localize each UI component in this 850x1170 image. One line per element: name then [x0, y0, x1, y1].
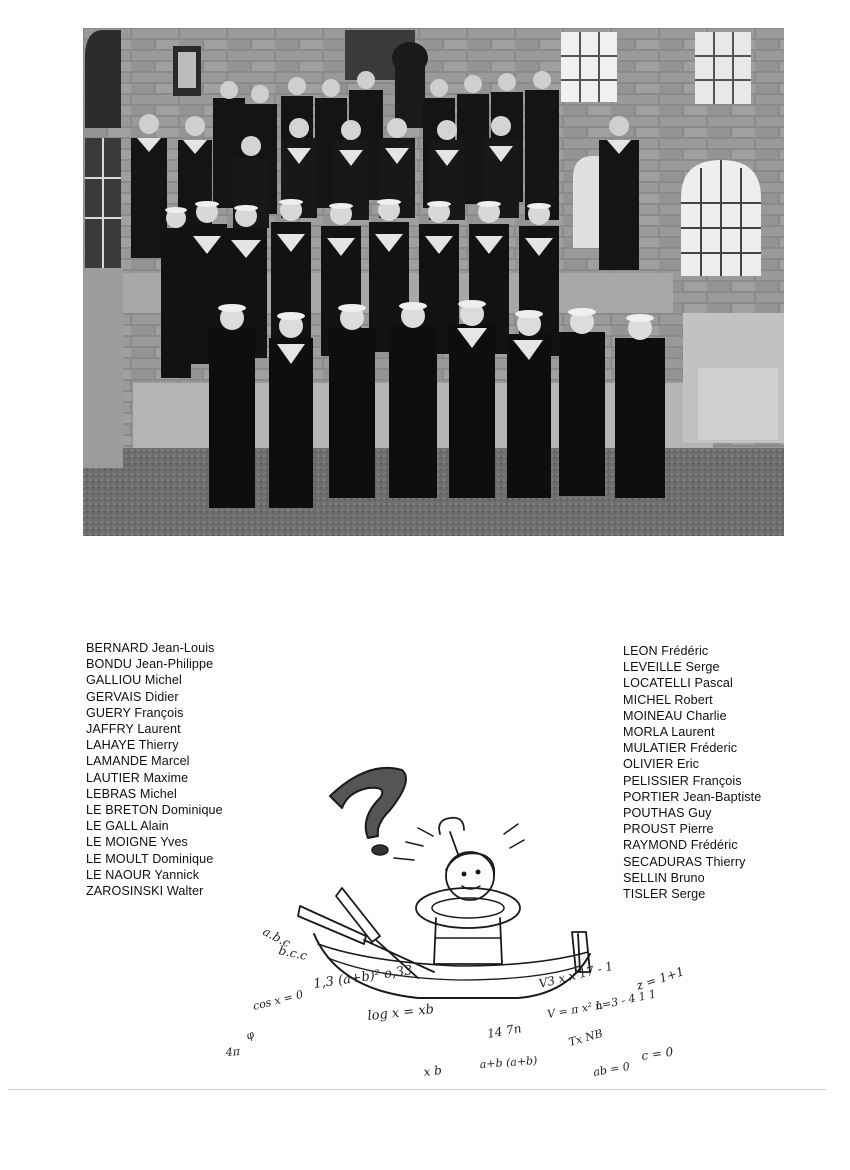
- name-entry: MULATIER Fréderic: [623, 741, 738, 756]
- svg-text:b.c.c: b.c.c: [277, 943, 309, 963]
- svg-text:4π: 4π: [225, 1045, 241, 1059]
- name-entry: LE MOIGNE Yves: [86, 835, 188, 850]
- name-entry: LOCATELLI Pascal: [623, 676, 733, 691]
- name-entry: SECADURAS Thierry: [623, 854, 746, 869]
- name-entry: POUTHAS Guy: [623, 806, 712, 821]
- name-entry: LAUTIER Maxime: [86, 770, 189, 785]
- name-entry: ZAROSINSKI Walter: [86, 884, 204, 899]
- name-entry: LE MOULT Dominique: [86, 851, 214, 866]
- formula-text: a+b (a+b): [479, 1053, 538, 1071]
- svg-text:φ: φ: [243, 1027, 257, 1043]
- formula-text: Tx NB: [567, 1026, 605, 1049]
- formula-text: n=3 - 4 1 1: [593, 987, 658, 1013]
- svg-text:a.b.c: a.b.c: [260, 924, 293, 951]
- name-entry: GALLIOU Michel: [86, 673, 182, 688]
- formula-text: cos x = 0: [251, 987, 305, 1013]
- name-entry: LEON Frédéric: [623, 644, 709, 658]
- name-entry: LE BRETON Dominique: [86, 803, 223, 818]
- group-photograph: [83, 28, 784, 536]
- formula-text: x b: [422, 1063, 443, 1079]
- formula-text: 1,3 (a+b)² o,33: [312, 963, 414, 992]
- name-entry: LAHAYE Thierry: [86, 738, 179, 753]
- name-entry: MOINEAU Charlie: [623, 708, 727, 723]
- formula-text: V = π x² L: [546, 998, 604, 1021]
- name-entry: LE NAOUR Yannick: [86, 867, 200, 882]
- name-entry: SELLIN Bruno: [623, 870, 705, 885]
- name-entry: RAYMOND Frédéric: [623, 838, 738, 853]
- name-entry: TISLER Serge: [623, 887, 706, 902]
- name-entry: GERVAIS Didier: [86, 689, 179, 704]
- name-entry: PORTIER Jean-Baptiste: [623, 789, 762, 804]
- cartoon-sketch: [218, 758, 708, 1098]
- name-entry: OLIVIER Eric: [623, 757, 700, 772]
- formula-text: z = 1+1: [634, 964, 686, 993]
- formula-text: log x = xb: [366, 1002, 435, 1024]
- name-entry: GUERY François: [86, 705, 184, 720]
- name-entry: LAMANDE Marcel: [86, 754, 190, 769]
- formula-text: ab = 0: [592, 1059, 631, 1079]
- name-entry: BERNARD Jean-Louis: [86, 641, 215, 655]
- formula-text: V3 x x 17 - 1: [537, 958, 615, 991]
- name-entry: MICHEL Robert: [623, 692, 713, 707]
- name-entry: MORLA Laurent: [623, 725, 715, 740]
- name-entry: JAFFRY Laurent: [86, 722, 181, 737]
- name-entry: LE GALL Alain: [86, 819, 169, 834]
- name-entry: BONDU Jean-Philippe: [86, 657, 214, 672]
- names-list-left: [86, 640, 223, 899]
- page-edge-line: [8, 1089, 826, 1090]
- name-entry: LEBRAS Michel: [86, 786, 177, 801]
- formula-text: c = 0: [640, 1044, 675, 1063]
- name-entry: PROUST Pierre: [623, 822, 714, 837]
- name-entry: LEVEILLE Serge: [623, 660, 720, 675]
- formula-text: 14 7n: [486, 1021, 523, 1041]
- name-entry: PELISSIER François: [623, 773, 742, 788]
